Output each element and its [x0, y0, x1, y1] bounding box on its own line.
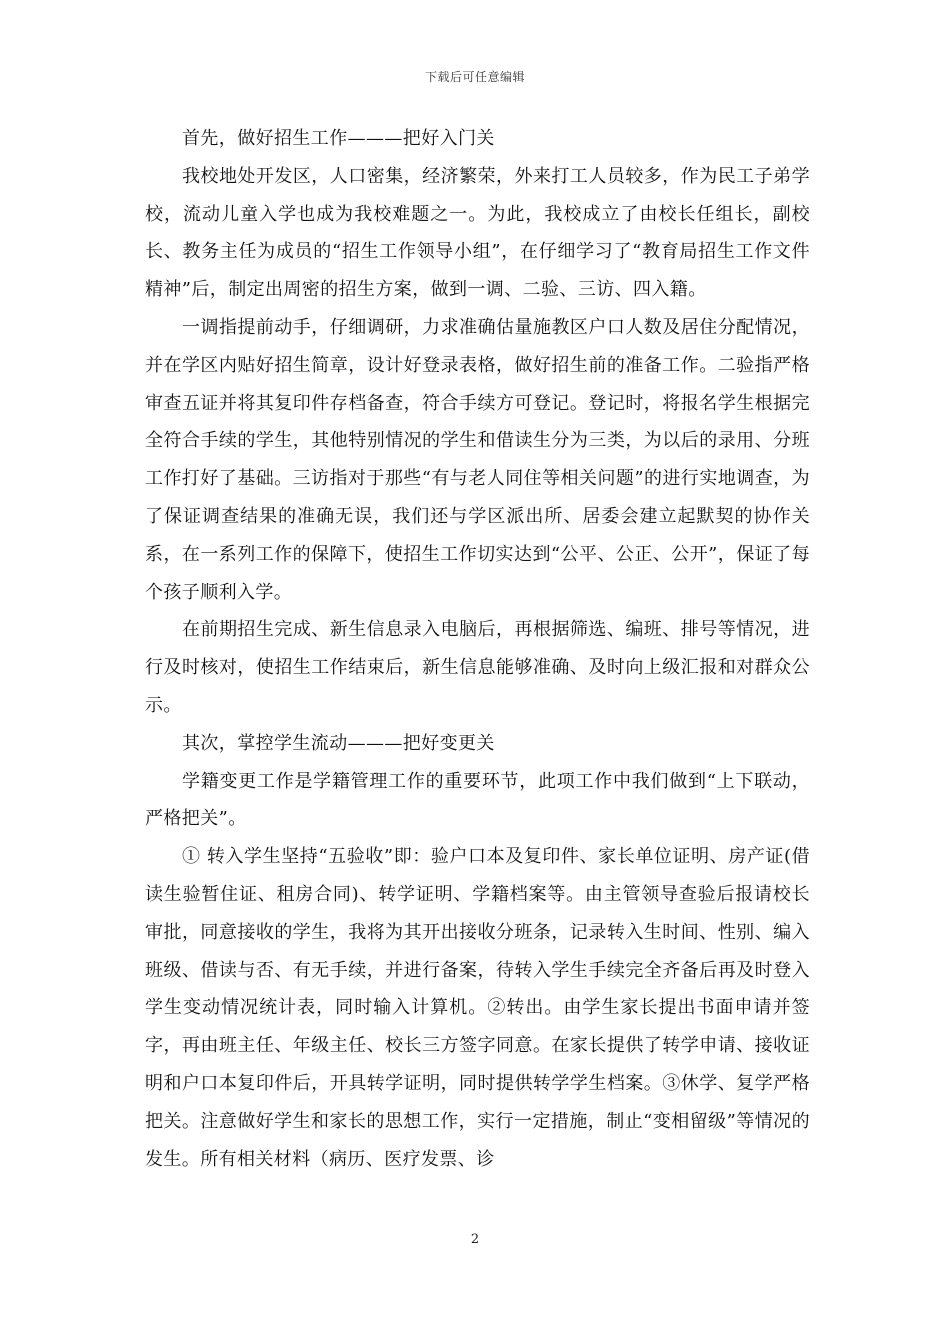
- page-number: 2: [470, 1232, 480, 1247]
- page-header-note: 下载后可任意编辑: [424, 70, 525, 84]
- paragraph-transfer-procedures: ① 转入学生坚持“五验收”即：验户口本及复印件、家长单位证明、房产证(借读生验暂住证、租房合同)、转学证明、学籍档案等。由主管领导查验后报请校长审批，同意接收的学生，我将为其开出接收分班条，记录转入生时间、性别、编入班级、借读与否、有无手续，并进行备案，待转入学生手续完全齐备后再及时登入学生变动情况统计表，同时输入计算机。②转出。由学生家长提出书面申请并签字，再由班主任、年级主任、校长三方签字同意。在家长提供了转学申请、接收证明和户口本复印件后，开具转学证明，同时提供转学学生档案。③休学、复学严格把关。注意做好学生和家长的思想工作，实行一定措施，制止“变相留级”等情况的发生。所有相关材料（病历、医疗发票、诊: [145, 846, 810, 1170]
- section-heading-enrollment: 首先，做好招生工作———把好入门关: [182, 128, 495, 149]
- paragraph-enrollment-steps: 一调指提前动手，仔细调研，力求准确估量施教区户口人数及居住分配情况，并在学区内贴好招生简章，设计好登录表格，做好招生前的准备工作。二验指严格审查五证并将其复印件存档备查，符合手续方可登记。登记时，将报名学生根据完全符合手续的学生，其他特别情况的学生和借读生分为三类，为以后的录用、分班工作打好了基础。三访指对于那些“有与老人同住等相关问题”的进行实地调查，为了保证调查结果的准确无误，我们还与学区派出所、居委会建立起默契的协作关系，在一系列工作的保障下，使招生工作切实达到“公平、公正、公开”，保证了每个孩子顺利入学。: [145, 316, 810, 603]
- section-heading-student-mobility: 其次，掌控学生流动———把好变更关: [182, 732, 495, 754]
- paragraph-registry-changes: 学籍变更工作是学籍管理工作的重要环节，此项工作中我们做到“上下联动，严格把关”。: [145, 770, 810, 830]
- paragraph-enrollment-verification: 在前期招生完成、新生信息录入电脑后，再根据筛选、编班、排号等情况，进行及时核对，使招生工作结束后，新生信息能够准确、及时向上级汇报和对群众公示。: [145, 619, 810, 716]
- paragraph-school-background: 我校地处开发区，人口密集，经济繁荣，外来打工人员较多，作为民工子弟学校，流动儿童入学也成为我校难题之一。为此，我校成立了由校长任组长，副校长、教务主任为成员的“招生工作领导小组”，在仔细学习了“教育局招生工作文件精神”后，制定出周密的招生方案，做到一调、二验、三访、四入籍。: [145, 165, 810, 301]
- document-body: [145, 120, 810, 1178]
